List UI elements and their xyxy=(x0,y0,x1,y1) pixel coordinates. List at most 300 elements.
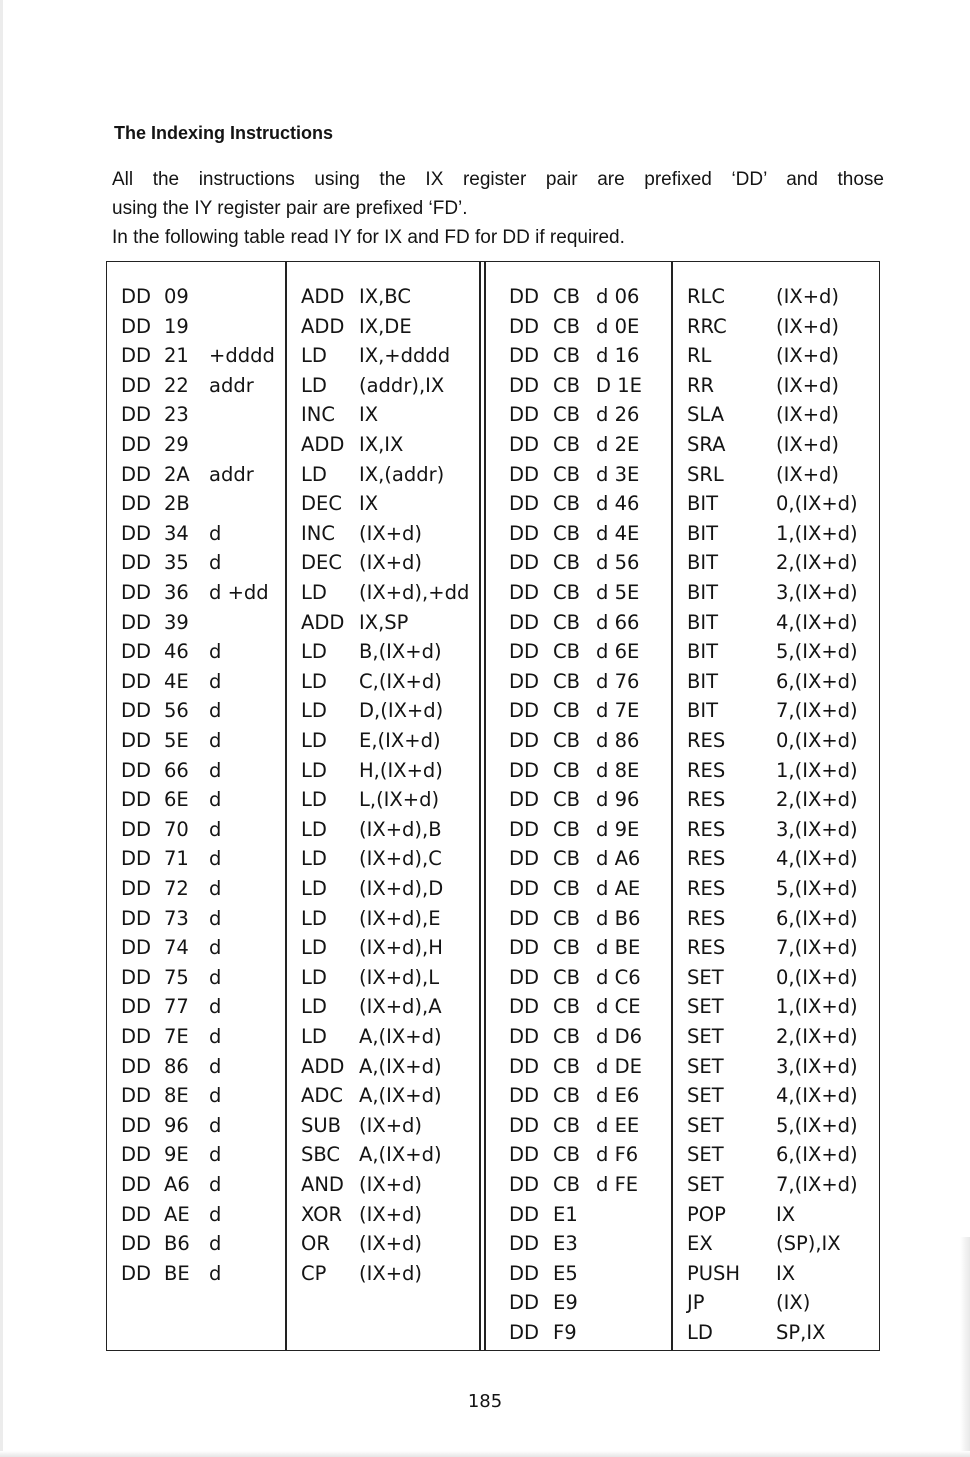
right-opcode-cell: E9 xyxy=(553,1291,578,1315)
left-operand-cell: d xyxy=(209,1261,222,1285)
right-prefix-cell: DD xyxy=(509,1321,540,1344)
left-operand-cell: d xyxy=(209,788,222,812)
left-operand-cell: d xyxy=(209,936,222,960)
right-argument-cell: 7,(IX+d) xyxy=(776,1173,858,1196)
right-mnemonic-cell: RRC xyxy=(687,314,727,338)
right-prefix-cell: DD xyxy=(509,965,540,989)
left-mnemonic-cell: LD xyxy=(301,462,327,486)
left-mnemonic-cell: LD xyxy=(301,936,327,960)
left-operand-cell: d xyxy=(209,817,222,841)
left-opcode-cell: 8E xyxy=(164,1084,189,1108)
right-operand-cell: d A6 xyxy=(596,847,641,871)
right-operand-cell: d EE xyxy=(596,1113,640,1137)
right-prefix-cell: DD xyxy=(509,403,540,427)
right-table-row xyxy=(107,519,881,549)
intro-line-3: In the following table read IY for IX and FD for DD if required. xyxy=(112,227,625,248)
right-table-row xyxy=(107,1052,881,1082)
right-operand-cell: d 06 xyxy=(596,285,640,308)
right-prefix-cell: DD xyxy=(509,817,540,841)
right-argument-cell: (IX+d) xyxy=(776,344,840,368)
left-prefix-cell: DD xyxy=(121,936,152,960)
right-mnemonic-cell: RL xyxy=(687,344,712,368)
right-table-row xyxy=(107,1200,881,1230)
left-operand-cell: d xyxy=(209,551,222,575)
right-mnemonic-cell: SET xyxy=(687,1025,724,1048)
right-operand-cell: d 76 xyxy=(596,669,640,693)
right-table-row xyxy=(107,1229,881,1259)
opcode-table xyxy=(106,261,880,1351)
right-opcode-cell: CB xyxy=(553,995,580,1019)
left-operand-cell: d xyxy=(209,1143,222,1167)
right-table-row xyxy=(107,578,881,608)
left-opcode-cell: 5E xyxy=(164,729,189,752)
right-opcode-cell: CB xyxy=(553,1143,580,1167)
right-prefix-cell: DD xyxy=(509,936,540,960)
right-prefix-cell: DD xyxy=(509,285,540,308)
left-argument-cell: D,(IX+d) xyxy=(359,699,444,723)
right-table-row xyxy=(107,400,881,430)
right-operand-cell: d 86 xyxy=(596,729,640,752)
right-operand-cell: d 8E xyxy=(596,758,640,782)
left-mnemonic-cell: LD xyxy=(301,373,327,397)
left-mnemonic-cell: ADD xyxy=(301,314,345,338)
right-opcode-cell: CB xyxy=(553,581,580,604)
left-mnemonic-cell: DEC xyxy=(301,551,342,575)
left-mnemonic-cell: ADD xyxy=(301,1054,345,1078)
left-prefix-cell: DD xyxy=(121,965,152,989)
right-table-row xyxy=(107,608,881,638)
right-table-row xyxy=(107,815,881,845)
right-table-row xyxy=(107,963,881,993)
right-mnemonic-cell: SET xyxy=(687,1173,724,1196)
right-operand-cell: d 56 xyxy=(596,551,640,575)
right-table-row xyxy=(107,904,881,934)
right-operand-cell: d 46 xyxy=(596,492,640,516)
right-prefix-cell: DD xyxy=(509,906,540,930)
left-opcode-cell: 35 xyxy=(164,551,189,575)
right-table-row xyxy=(107,1140,881,1170)
right-table-row xyxy=(107,726,881,756)
right-table-row xyxy=(107,844,881,874)
left-operand-cell: d xyxy=(209,1025,222,1048)
right-prefix-cell: DD xyxy=(509,1025,540,1048)
left-prefix-cell: DD xyxy=(121,877,152,900)
right-mnemonic-cell: BIT xyxy=(687,551,719,575)
right-operand-cell: d 16 xyxy=(596,344,640,368)
right-argument-cell: (IX) xyxy=(776,1291,811,1315)
right-table-row xyxy=(107,282,881,312)
left-prefix-cell: DD xyxy=(121,906,152,930)
right-opcode-cell: F9 xyxy=(553,1321,577,1344)
right-prefix-cell: DD xyxy=(509,433,540,456)
left-opcode-cell: 23 xyxy=(164,403,189,427)
right-opcode-cell: CB xyxy=(553,640,580,664)
left-argument-cell: A,(IX+d) xyxy=(359,1025,442,1048)
right-operand-cell: d B6 xyxy=(596,906,641,930)
right-argument-cell: (IX+d) xyxy=(776,403,840,427)
left-argument-cell: (IX+d),+dd xyxy=(359,581,470,604)
right-argument-cell: 5,(IX+d) xyxy=(776,1113,858,1137)
right-prefix-cell: DD xyxy=(509,344,540,368)
right-mnemonic-cell: RES xyxy=(687,847,726,871)
left-argument-cell: (IX+d) xyxy=(359,1232,423,1256)
left-argument-cell: (IX+d),E xyxy=(359,906,441,930)
left-opcode-cell: 56 xyxy=(164,699,189,723)
right-mnemonic-cell: BIT xyxy=(687,581,719,604)
left-mnemonic-cell: SBC xyxy=(301,1143,341,1167)
right-mnemonic-cell: BIT xyxy=(687,521,719,545)
left-opcode-cell: 34 xyxy=(164,521,189,545)
left-prefix-cell: DD xyxy=(121,1261,152,1285)
left-argument-cell: (IX+d) xyxy=(359,1173,423,1196)
left-argument-cell: IX,(addr) xyxy=(359,462,445,486)
left-opcode-cell: BE xyxy=(164,1261,190,1285)
right-opcode-cell: CB xyxy=(553,936,580,960)
right-mnemonic-cell: RES xyxy=(687,936,726,960)
right-table-row xyxy=(107,341,881,371)
left-prefix-cell: DD xyxy=(121,373,152,397)
left-mnemonic-cell: LD xyxy=(301,758,327,782)
left-argument-cell: (IX+d) xyxy=(359,551,423,575)
left-argument-cell: (IX+d) xyxy=(359,1261,423,1285)
left-mnemonic-cell: OR xyxy=(301,1232,330,1256)
left-operand-cell: d xyxy=(209,699,222,723)
right-prefix-cell: DD xyxy=(509,640,540,664)
right-prefix-cell: DD xyxy=(509,1173,540,1196)
left-opcode-cell: 72 xyxy=(164,877,189,900)
right-operand-cell: d C6 xyxy=(596,965,641,989)
right-mnemonic-cell: SET xyxy=(687,1054,724,1078)
right-prefix-cell: DD xyxy=(509,1143,540,1167)
intro-paragraph xyxy=(112,165,884,252)
right-opcode-cell: CB xyxy=(553,1054,580,1078)
right-prefix-cell: DD xyxy=(509,699,540,723)
right-operand-cell: d 5E xyxy=(596,581,640,604)
left-operand-cell: addr xyxy=(209,373,254,397)
left-prefix-cell: DD xyxy=(121,462,152,486)
left-mnemonic-cell: DEC xyxy=(301,492,342,516)
left-argument-cell: (IX+d),H xyxy=(359,936,443,960)
right-operand-cell: d 3E xyxy=(596,462,640,486)
right-argument-cell: 2,(IX+d) xyxy=(776,1025,858,1048)
left-opcode-cell: 70 xyxy=(164,817,189,841)
right-opcode-cell: E1 xyxy=(553,1202,578,1226)
right-argument-cell: 4,(IX+d) xyxy=(776,1084,858,1108)
right-mnemonic-cell: SET xyxy=(687,1113,724,1137)
right-argument-cell: 0,(IX+d) xyxy=(776,492,858,516)
left-prefix-cell: DD xyxy=(121,610,152,634)
left-operand-cell: d xyxy=(209,1084,222,1108)
left-argument-cell: (IX+d),C xyxy=(359,847,442,871)
left-opcode-cell: 2A xyxy=(164,462,190,486)
page-number: 185 xyxy=(467,1391,503,1412)
right-argument-cell: (IX+d) xyxy=(776,285,840,308)
right-opcode-cell: CB xyxy=(553,965,580,989)
right-operand-cell: d D6 xyxy=(596,1025,642,1048)
left-operand-cell: d xyxy=(209,669,222,693)
left-opcode-cell: A6 xyxy=(164,1173,190,1196)
left-argument-cell: IX,BC xyxy=(359,285,411,308)
left-mnemonic-cell: LD xyxy=(301,906,327,930)
left-argument-cell: B,(IX+d) xyxy=(359,640,442,664)
left-argument-cell: (IX+d) xyxy=(359,1202,423,1226)
right-operand-cell: d 2E xyxy=(596,433,640,456)
right-operand-cell: d 4E xyxy=(596,521,640,545)
left-argument-cell: (IX+d) xyxy=(359,1113,423,1137)
left-argument-cell: IX xyxy=(359,492,379,516)
right-mnemonic-cell: SET xyxy=(687,995,724,1019)
right-argument-cell: 2,(IX+d) xyxy=(776,551,858,575)
right-mnemonic-cell: RES xyxy=(687,788,726,812)
right-argument-cell: 6,(IX+d) xyxy=(776,669,858,693)
left-prefix-cell: DD xyxy=(121,314,152,338)
page-curl-shadow xyxy=(960,1237,970,1457)
right-table-row xyxy=(107,371,881,401)
left-opcode-cell: 29 xyxy=(164,433,189,456)
left-operand-cell: addr xyxy=(209,462,254,486)
right-prefix-cell: DD xyxy=(509,758,540,782)
right-table-row xyxy=(107,874,881,904)
right-prefix-cell: DD xyxy=(509,1261,540,1285)
right-opcode-cell: CB xyxy=(553,1113,580,1137)
right-opcode-cell: E5 xyxy=(553,1261,578,1285)
left-prefix-cell: DD xyxy=(121,433,152,456)
right-table-row xyxy=(107,1081,881,1111)
left-operand-cell: d xyxy=(209,640,222,664)
left-operand-cell: d xyxy=(209,1173,222,1196)
right-argument-cell: 1,(IX+d) xyxy=(776,758,858,782)
right-prefix-cell: DD xyxy=(509,521,540,545)
right-prefix-cell: DD xyxy=(509,1202,540,1226)
left-opcode-cell: 6E xyxy=(164,788,189,812)
left-prefix-cell: DD xyxy=(121,847,152,871)
right-prefix-cell: DD xyxy=(509,373,540,397)
left-argument-cell: IX,+dddd xyxy=(359,344,451,368)
left-argument-cell: H,(IX+d) xyxy=(359,758,443,782)
right-mnemonic-cell: EX xyxy=(687,1232,713,1256)
left-prefix-cell: DD xyxy=(121,699,152,723)
left-mnemonic-cell: LD xyxy=(301,699,327,723)
left-opcode-cell: 22 xyxy=(164,373,189,397)
right-argument-cell: 6,(IX+d) xyxy=(776,1143,858,1167)
right-operand-cell: d FE xyxy=(596,1173,639,1196)
right-table-row xyxy=(107,1259,881,1289)
right-prefix-cell: DD xyxy=(509,847,540,871)
left-mnemonic-cell: LD xyxy=(301,877,327,900)
right-mnemonic-cell: BIT xyxy=(687,610,719,634)
right-table-row xyxy=(107,1288,881,1318)
left-mnemonic-cell: CP xyxy=(301,1261,327,1285)
left-prefix-cell: DD xyxy=(121,581,152,604)
left-argument-cell: A,(IX+d) xyxy=(359,1084,442,1108)
left-mnemonic-cell: LD xyxy=(301,847,327,871)
left-argument-cell: (IX+d),B xyxy=(359,817,442,841)
right-prefix-cell: DD xyxy=(509,729,540,752)
right-operand-cell: d 0E xyxy=(596,314,640,338)
left-prefix-cell: DD xyxy=(121,1143,152,1167)
left-opcode-cell: 77 xyxy=(164,995,189,1019)
left-operand-cell: d xyxy=(209,1232,222,1256)
left-mnemonic-cell: LD xyxy=(301,1025,327,1048)
left-opcode-cell: 73 xyxy=(164,906,189,930)
right-argument-cell: 1,(IX+d) xyxy=(776,995,858,1019)
right-opcode-cell: CB xyxy=(553,817,580,841)
left-prefix-cell: DD xyxy=(121,758,152,782)
right-operand-cell: d 6E xyxy=(596,640,640,664)
left-mnemonic-cell: ADD xyxy=(301,610,345,634)
left-opcode-cell: 9E xyxy=(164,1143,189,1167)
right-opcode-cell: CB xyxy=(553,669,580,693)
left-opcode-cell: 74 xyxy=(164,936,189,960)
right-prefix-cell: DD xyxy=(509,788,540,812)
left-mnemonic-cell: LD xyxy=(301,817,327,841)
right-prefix-cell: DD xyxy=(509,581,540,604)
right-argument-cell: 3,(IX+d) xyxy=(776,817,858,841)
left-mnemonic-cell: LD xyxy=(301,581,327,604)
right-opcode-cell: CB xyxy=(553,403,580,427)
right-prefix-cell: DD xyxy=(509,995,540,1019)
right-table-row xyxy=(107,312,881,342)
right-table-row xyxy=(107,1022,881,1052)
left-mnemonic-cell: INC xyxy=(301,521,335,545)
right-operand-cell: d 66 xyxy=(596,610,640,634)
left-prefix-cell: DD xyxy=(121,1025,152,1048)
left-opcode-cell: 7E xyxy=(164,1025,189,1048)
left-operand-cell: d xyxy=(209,758,222,782)
right-argument-cell: (SP),IX xyxy=(776,1232,841,1256)
right-prefix-cell: DD xyxy=(509,314,540,338)
left-opcode-cell: 09 xyxy=(164,285,189,308)
right-mnemonic-cell: LD xyxy=(687,1321,713,1344)
left-prefix-cell: DD xyxy=(121,285,152,308)
right-table-row xyxy=(107,992,881,1022)
left-mnemonic-cell: LD xyxy=(301,344,327,368)
left-prefix-cell: DD xyxy=(121,640,152,664)
left-argument-cell: (IX+d),L xyxy=(359,965,440,989)
right-prefix-cell: DD xyxy=(509,669,540,693)
right-operand-cell: d CE xyxy=(596,995,641,1019)
right-opcode-cell: CB xyxy=(553,314,580,338)
left-prefix-cell: DD xyxy=(121,1113,152,1137)
right-argument-cell: 3,(IX+d) xyxy=(776,1054,858,1078)
left-operand-cell: d xyxy=(209,906,222,930)
right-table-row xyxy=(107,667,881,697)
right-mnemonic-cell: SET xyxy=(687,1084,724,1108)
right-argument-cell: (IX+d) xyxy=(776,433,840,456)
right-argument-cell: (IX+d) xyxy=(776,314,840,338)
intro-line-2: using the IY register pair are prefixed ‘FD’. xyxy=(112,198,468,219)
right-mnemonic-cell: SLA xyxy=(687,403,725,427)
left-mnemonic-cell: SUB xyxy=(301,1113,342,1137)
right-opcode-cell: CB xyxy=(553,551,580,575)
left-argument-cell: (IX+d),A xyxy=(359,995,442,1019)
page-bottom-shadow xyxy=(0,1451,970,1457)
left-mnemonic-cell: INC xyxy=(301,403,335,427)
left-prefix-cell: DD xyxy=(121,1202,152,1226)
right-mnemonic-cell: BIT xyxy=(687,669,719,693)
right-argument-cell: 4,(IX+d) xyxy=(776,610,858,634)
left-prefix-cell: DD xyxy=(121,1173,152,1196)
right-prefix-cell: DD xyxy=(509,1084,540,1108)
right-opcode-cell: CB xyxy=(553,906,580,930)
left-prefix-cell: DD xyxy=(121,492,152,516)
right-mnemonic-cell: RLC xyxy=(687,285,726,308)
right-opcode-cell: CB xyxy=(553,699,580,723)
left-opcode-cell: 36 xyxy=(164,581,189,604)
left-operand-cell: d xyxy=(209,965,222,989)
right-argument-cell: 2,(IX+d) xyxy=(776,788,858,812)
left-opcode-cell: 21 xyxy=(164,344,189,368)
right-mnemonic-cell: JP xyxy=(687,1291,705,1315)
right-table-row xyxy=(107,637,881,667)
left-opcode-cell: 19 xyxy=(164,314,189,338)
right-mnemonic-cell: SRL xyxy=(687,462,724,486)
right-opcode-cell: CB xyxy=(553,877,580,900)
right-operand-cell: d BE xyxy=(596,936,641,960)
left-opcode-cell: 71 xyxy=(164,847,189,871)
left-prefix-cell: DD xyxy=(121,729,152,752)
right-opcode-cell: CB xyxy=(553,344,580,368)
left-opcode-cell: 46 xyxy=(164,640,189,664)
left-operand-cell: d xyxy=(209,1113,222,1137)
right-table-row xyxy=(107,785,881,815)
right-prefix-cell: DD xyxy=(509,1054,540,1078)
left-operand-cell: d +dd xyxy=(209,581,269,604)
left-argument-cell: C,(IX+d) xyxy=(359,669,442,693)
left-opcode-cell: 86 xyxy=(164,1054,189,1078)
left-mnemonic-cell: LD xyxy=(301,995,327,1019)
right-mnemonic-cell: POP xyxy=(687,1202,726,1226)
left-argument-cell: IX,SP xyxy=(359,610,409,634)
right-mnemonic-cell: RES xyxy=(687,817,726,841)
right-mnemonic-cell: RES xyxy=(687,877,726,900)
right-opcode-cell: CB xyxy=(553,758,580,782)
right-argument-cell: 0,(IX+d) xyxy=(776,729,858,752)
right-argument-cell: 3,(IX+d) xyxy=(776,581,858,604)
left-prefix-cell: DD xyxy=(121,995,152,1019)
left-opcode-cell: 4E xyxy=(164,669,189,693)
right-prefix-cell: DD xyxy=(509,462,540,486)
left-prefix-cell: DD xyxy=(121,788,152,812)
right-table-row xyxy=(107,756,881,786)
right-operand-cell: d E6 xyxy=(596,1084,640,1108)
left-argument-cell: IX,DE xyxy=(359,314,412,338)
right-mnemonic-cell: BIT xyxy=(687,492,719,516)
left-prefix-cell: DD xyxy=(121,1084,152,1108)
right-operand-cell: d 26 xyxy=(596,403,640,427)
right-opcode-cell: CB xyxy=(553,433,580,456)
left-operand-cell: d xyxy=(209,521,222,545)
right-mnemonic-cell: SET xyxy=(687,965,724,989)
left-operand-cell: d xyxy=(209,847,222,871)
right-opcode-cell: CB xyxy=(553,285,580,308)
right-argument-cell: 5,(IX+d) xyxy=(776,877,858,900)
left-argument-cell: IX,IX xyxy=(359,433,404,456)
right-operand-cell: d 96 xyxy=(596,788,640,812)
left-argument-cell: E,(IX+d) xyxy=(359,729,441,752)
right-table-row xyxy=(107,1170,881,1200)
right-opcode-cell: CB xyxy=(553,788,580,812)
right-operand-cell: d 7E xyxy=(596,699,640,723)
right-table-row xyxy=(107,460,881,490)
left-opcode-cell: 66 xyxy=(164,758,189,782)
right-table-row xyxy=(107,1318,881,1348)
right-argument-cell: 7,(IX+d) xyxy=(776,699,858,723)
left-prefix-cell: DD xyxy=(121,817,152,841)
left-mnemonic-cell: ADC xyxy=(301,1084,343,1108)
right-prefix-cell: DD xyxy=(509,877,540,900)
left-operand-cell: d xyxy=(209,729,222,752)
